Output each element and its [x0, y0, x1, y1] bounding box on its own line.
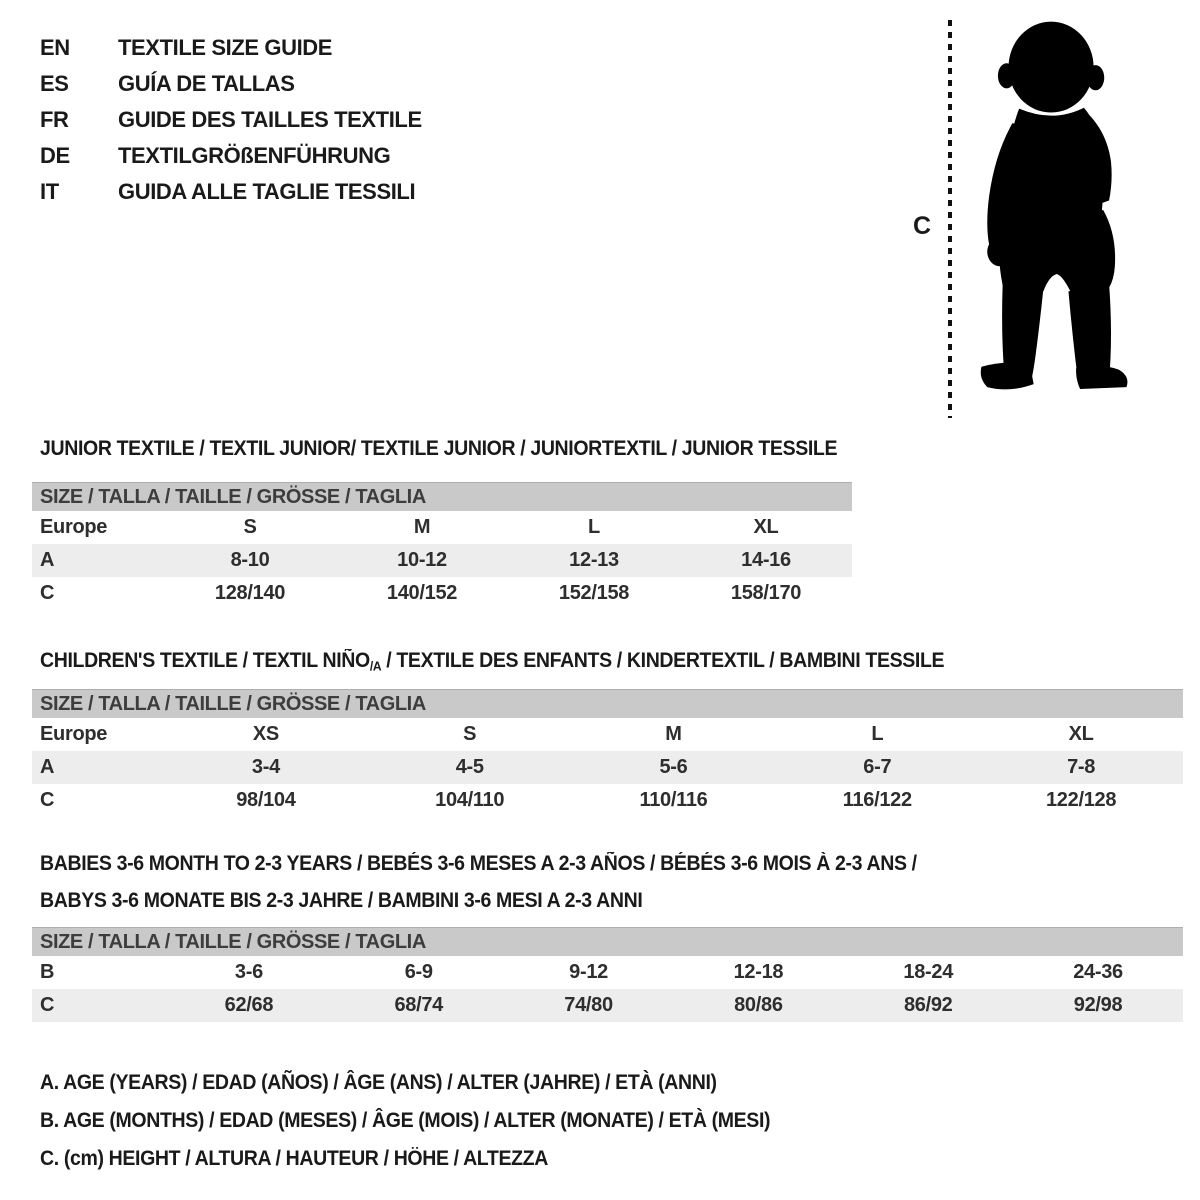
table-cell: 8-10	[230, 549, 270, 571]
table-cell: 4-5	[455, 756, 484, 778]
size-table-header: SIZE / TALLA / TAILLE / GRÖSSE / TAGLIA	[32, 482, 852, 511]
language-row	[40, 66, 422, 102]
language-code: ES	[40, 71, 69, 96]
table-cell: 92/98	[1073, 994, 1123, 1016]
table-cell: 10-12	[397, 549, 447, 571]
size-table-header: SIZE / TALLA / TAILLE / GRÖSSE / TAGLIA	[32, 689, 1183, 718]
children-title-subscript: /A	[369, 658, 382, 674]
table-cell: 7-8	[1067, 756, 1096, 778]
babies-title-line1: BABIES 3-6 MONTH TO 2-3 YEARS / BEBÉS 3-6 MESES A 2-3 AÑOS / BÉBÉS 3-6 MOIS À 2-3 ANS /	[40, 852, 917, 875]
row-label: A	[40, 549, 55, 571]
row-label: C	[40, 994, 55, 1016]
table-row	[32, 718, 1183, 751]
junior-section-title: JUNIOR TEXTILE / TEXTIL JUNIOR/ TEXTILE JUNIOR / JUNIORTEXTIL / JUNIOR TESSILE	[40, 437, 838, 460]
children-title-text: / TEXTILE DES ENFANTS / KINDERTEXTIL / BAMBINI TESSILE	[381, 649, 945, 672]
table-cell: 14-16	[741, 549, 791, 571]
table-cell: 152/158	[558, 582, 630, 604]
table-cell: XL	[753, 516, 779, 538]
table-row	[32, 784, 1183, 817]
table-cell: 3-4	[251, 756, 280, 778]
table-row	[32, 511, 852, 544]
row-label: B	[40, 961, 55, 983]
table-cell: 5-6	[659, 756, 688, 778]
language-list	[40, 30, 422, 210]
language-title: GUIDA ALLE TAGLIE TESSILI	[118, 179, 416, 204]
table-cell: 9-12	[569, 961, 608, 983]
legend-line-b: B. AGE (MONTHS) / EDAD (MESES) / ÂGE (MOIS) / ALTER (MONATE) / ETÀ (MESI)	[40, 1109, 771, 1132]
table-cell: 18-24	[903, 961, 954, 983]
table-row	[32, 544, 852, 577]
row-label: A	[40, 756, 55, 778]
height-measure-line	[948, 20, 952, 418]
table-row	[32, 956, 1183, 989]
size-table-header: SIZE / TALLA / TAILLE / GRÖSSE / TAGLIA	[32, 927, 1183, 956]
table-cell: 24-36	[1073, 961, 1123, 983]
table-cell: 6-9	[404, 961, 433, 983]
table-cell: L	[588, 516, 600, 538]
legend-line-c: C. (cm) HEIGHT / ALTURA / HAUTEUR / HÖHE / ALTEZZA	[40, 1147, 548, 1170]
children-size-table	[32, 689, 1183, 817]
table-cell: 74/80	[564, 994, 613, 1016]
language-code: FR	[40, 107, 69, 132]
row-label: C	[40, 789, 55, 811]
language-title: GUIDE DES TAILLES TEXTILE	[118, 107, 422, 132]
table-cell: 3-6	[234, 961, 263, 983]
babies-title-line2: BABYS 3-6 MONATE BIS 2-3 JAHRE / BAMBINI 3-6 MESI A 2-3 ANNI	[40, 889, 643, 912]
row-label: Europe	[40, 723, 108, 745]
table-cell: 62/68	[224, 994, 274, 1016]
table-cell: 110/116	[639, 789, 708, 811]
babies-section-title	[40, 845, 917, 919]
language-code: EN	[40, 35, 70, 60]
legend-line-a: A. AGE (YEARS) / EDAD (AÑOS) / ÂGE (ANS) / ALTER (JAHRE) / ETÀ (ANNI)	[40, 1071, 717, 1094]
table-row	[32, 989, 1183, 1022]
children-title-text: CHILDREN'S TEXTILE / TEXTIL NIÑO	[40, 649, 370, 672]
row-label: Europe	[40, 516, 108, 538]
language-row	[40, 30, 422, 66]
junior-size-table	[32, 482, 852, 610]
children-section-title	[40, 642, 944, 685]
table-cell: 12-18	[733, 961, 784, 983]
table-cell: M	[665, 723, 682, 745]
table-row	[32, 577, 852, 610]
language-title: TEXTILGRÖßENFÜHRUNG	[118, 143, 391, 168]
table-cell: XL	[1068, 723, 1094, 745]
table-cell: L	[871, 723, 884, 745]
table-cell: 140/152	[386, 582, 458, 604]
table-cell: 128/140	[214, 582, 286, 604]
language-title: GUÍA DE TALLAS	[118, 71, 295, 96]
language-code: IT	[40, 179, 59, 204]
language-row	[40, 138, 422, 174]
language-code: DE	[40, 143, 70, 168]
height-measure-label: C	[913, 212, 932, 240]
table-cell: S	[463, 723, 477, 745]
table-cell: M	[413, 516, 431, 538]
table-cell: 98/104	[236, 789, 296, 811]
toddler-silhouette-icon	[966, 14, 1140, 416]
table-cell: 104/110	[435, 789, 505, 811]
table-cell: 12-13	[569, 549, 619, 571]
language-row	[40, 102, 422, 138]
table-row	[32, 751, 1183, 784]
table-cell: 68/74	[394, 994, 444, 1016]
language-title: TEXTILE SIZE GUIDE	[118, 35, 333, 60]
language-row	[40, 174, 422, 210]
measure-legend	[40, 1064, 825, 1178]
table-cell: 116/122	[842, 789, 912, 811]
row-label: C	[40, 582, 55, 604]
table-cell: 6-7	[863, 756, 892, 778]
table-cell: 158/170	[730, 582, 802, 604]
table-cell: 122/128	[1045, 789, 1117, 811]
table-cell: 86/92	[903, 994, 953, 1016]
babies-size-table	[32, 927, 1183, 1022]
table-cell: S	[243, 516, 257, 538]
table-cell: XS	[252, 723, 279, 745]
table-cell: 80/86	[734, 994, 783, 1016]
